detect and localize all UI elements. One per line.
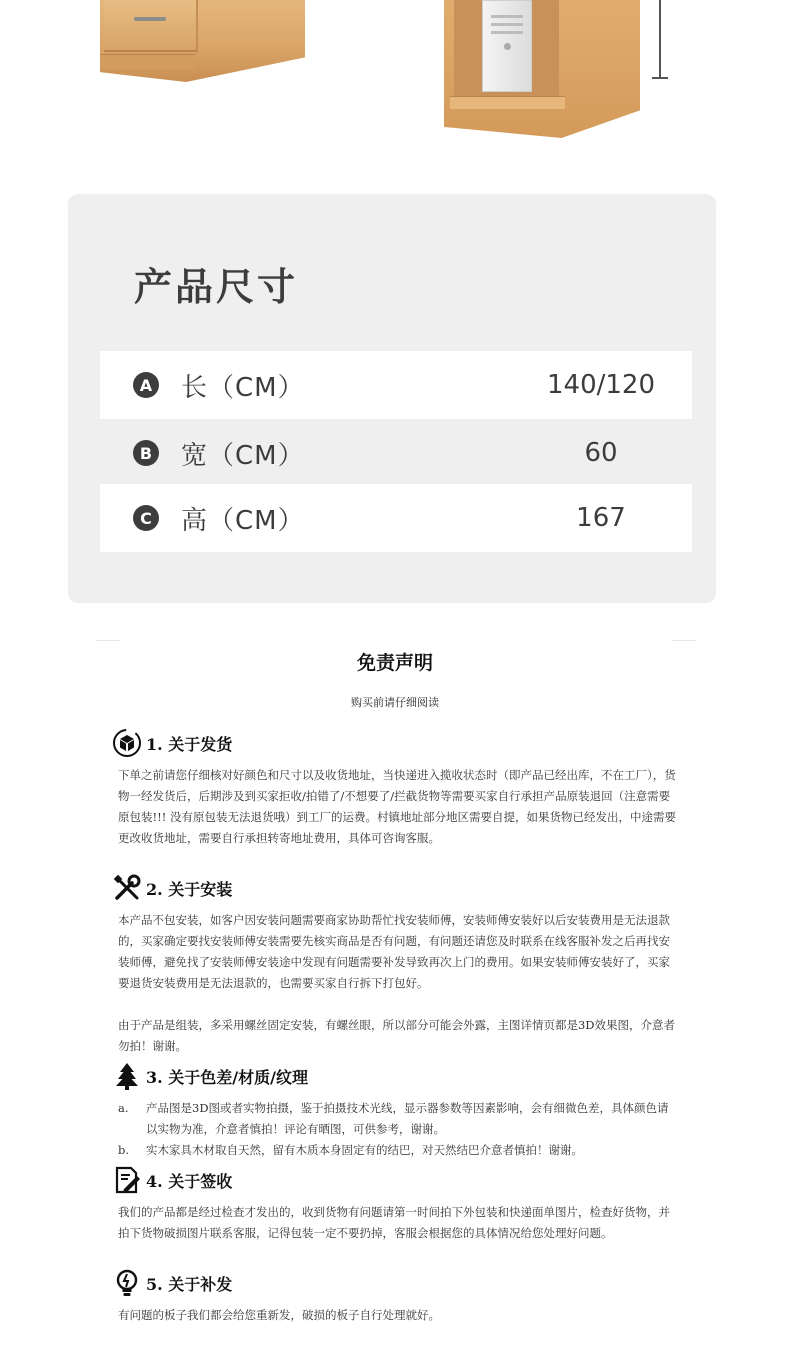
box-icon: [112, 728, 142, 758]
size-row-width: [100, 419, 692, 487]
size-row-height: [100, 484, 692, 552]
drawer-front: [104, 0, 198, 52]
dimension-line: [659, 0, 661, 78]
pc-tower-image: [482, 0, 532, 92]
section-heading-installation: [112, 873, 232, 903]
size-card: [68, 194, 716, 603]
letter-c-badge: C: [133, 505, 159, 531]
dimension-tick: [652, 77, 668, 79]
drawer-cabinet-image: [100, 0, 305, 82]
section-title: 1. 关于发货: [146, 734, 233, 754]
list-marker: a.: [118, 1101, 129, 1115]
list-text: 实木家具木材取自天然，留有木质本身固定有的结巴，对天然结巴介意者慎拍！谢谢。: [146, 1143, 583, 1157]
list-item: [118, 1098, 678, 1140]
section-title: 2. 关于安装: [146, 879, 233, 899]
size-value: 60: [584, 438, 618, 468]
product-photo: [0, 0, 790, 175]
list-item: [118, 1140, 678, 1161]
tools-icon: [112, 873, 142, 903]
section-text: 有问题的板子我们都会给您重新发，破损的板子自行处理就好。: [118, 1308, 440, 1322]
cabinet-shelf: [450, 96, 565, 109]
lightbulb-icon: [112, 1268, 142, 1298]
disclaimer-title: 免责声明: [356, 652, 433, 674]
section-heading-reship: [112, 1268, 232, 1298]
size-value: 140/120: [546, 370, 655, 400]
computer-cabinet-image: [444, 0, 640, 138]
divider: [96, 640, 120, 641]
list-marker: b.: [118, 1143, 130, 1157]
disclaimer-subtitle: 购买前请仔细阅读: [351, 696, 439, 709]
list-text: 产品图是3D图或者实物拍摄，鉴于拍摄技术光线，显示器参数等因素影响，会有细微色差，具体颜色请以实物为准，介意者慎拍！评论有晒图，可供参考，谢谢。: [146, 1101, 669, 1136]
section-heading-receipt: [112, 1165, 232, 1195]
section-text: 我们的产品都是经过检查才发出的，收到货物有问题请第一时间拍下外包装和快递面单图片，检查好货物，并拍下货物破损图片联系客服，记得包装一定不要扔掉，客服会根据您的具体情况给您处理好问题。: [118, 1205, 670, 1240]
cabinet-base: [100, 54, 196, 69]
drawer-handle: [134, 17, 166, 21]
section-text: 本产品不包安装，如客户因安装问题需要商家协助帮忙找安装师傅，安装师傅安装好以后安装费用是无法退款的，买家确定要找安装师傅安装需要先核实商品是否有问题，有问题还请您及时联系在线客服补发之后再找安装师傅，避免找了安装师傅安装途中发现有问题需要补发导致再次上门的费用。如果安装师傅安装好了，买家要退货安装费用是无法退款的，也需要买家自行拆下打包好。: [118, 913, 670, 990]
section-heading-shipping: [112, 728, 232, 758]
size-label: 长（CM）: [181, 372, 305, 403]
section-text-2: 由于产品是组装，多采用螺丝固定安装，有螺丝眼，所以部分可能会外露，主图详情页都是3D效果图，介意者勿拍！谢谢。: [118, 1018, 676, 1053]
section-title: 5. 关于补发: [146, 1274, 233, 1294]
size-value: 167: [576, 503, 626, 533]
tree-icon: [112, 1061, 142, 1091]
letter-b-badge: B: [133, 440, 159, 466]
size-label: 宽（CM）: [181, 440, 305, 471]
size-label: 高（CM）: [181, 505, 305, 536]
size-row-length: [100, 351, 692, 419]
section-text: 下单之前请您仔细核对好颜色和尺寸以及收货地址，当快递进入揽收状态时（即产品已经出库，不在工厂），货物一经发货后，后期涉及到买家拒收/拍错了/不想要了/拦截货物等需要买家自行承担产品原装退回（注意需要原包装!!! 没有原包装无法退货哦）到工厂的运费。村镇地址部分地区需要自提，如果货物已经发出，中途需要更改收货地址，需要自行承担转寄地址费用，具体可咨询客服。: [118, 768, 677, 845]
section-title: 3. 关于色差/材质/纹理: [146, 1067, 308, 1087]
divider: [672, 640, 696, 641]
letter-a-badge: A: [133, 372, 159, 398]
section-heading-color: [112, 1061, 308, 1091]
section-title: 4. 关于签收: [146, 1171, 233, 1191]
sign-icon: [112, 1165, 142, 1195]
size-title: 产品尺寸: [134, 265, 299, 309]
